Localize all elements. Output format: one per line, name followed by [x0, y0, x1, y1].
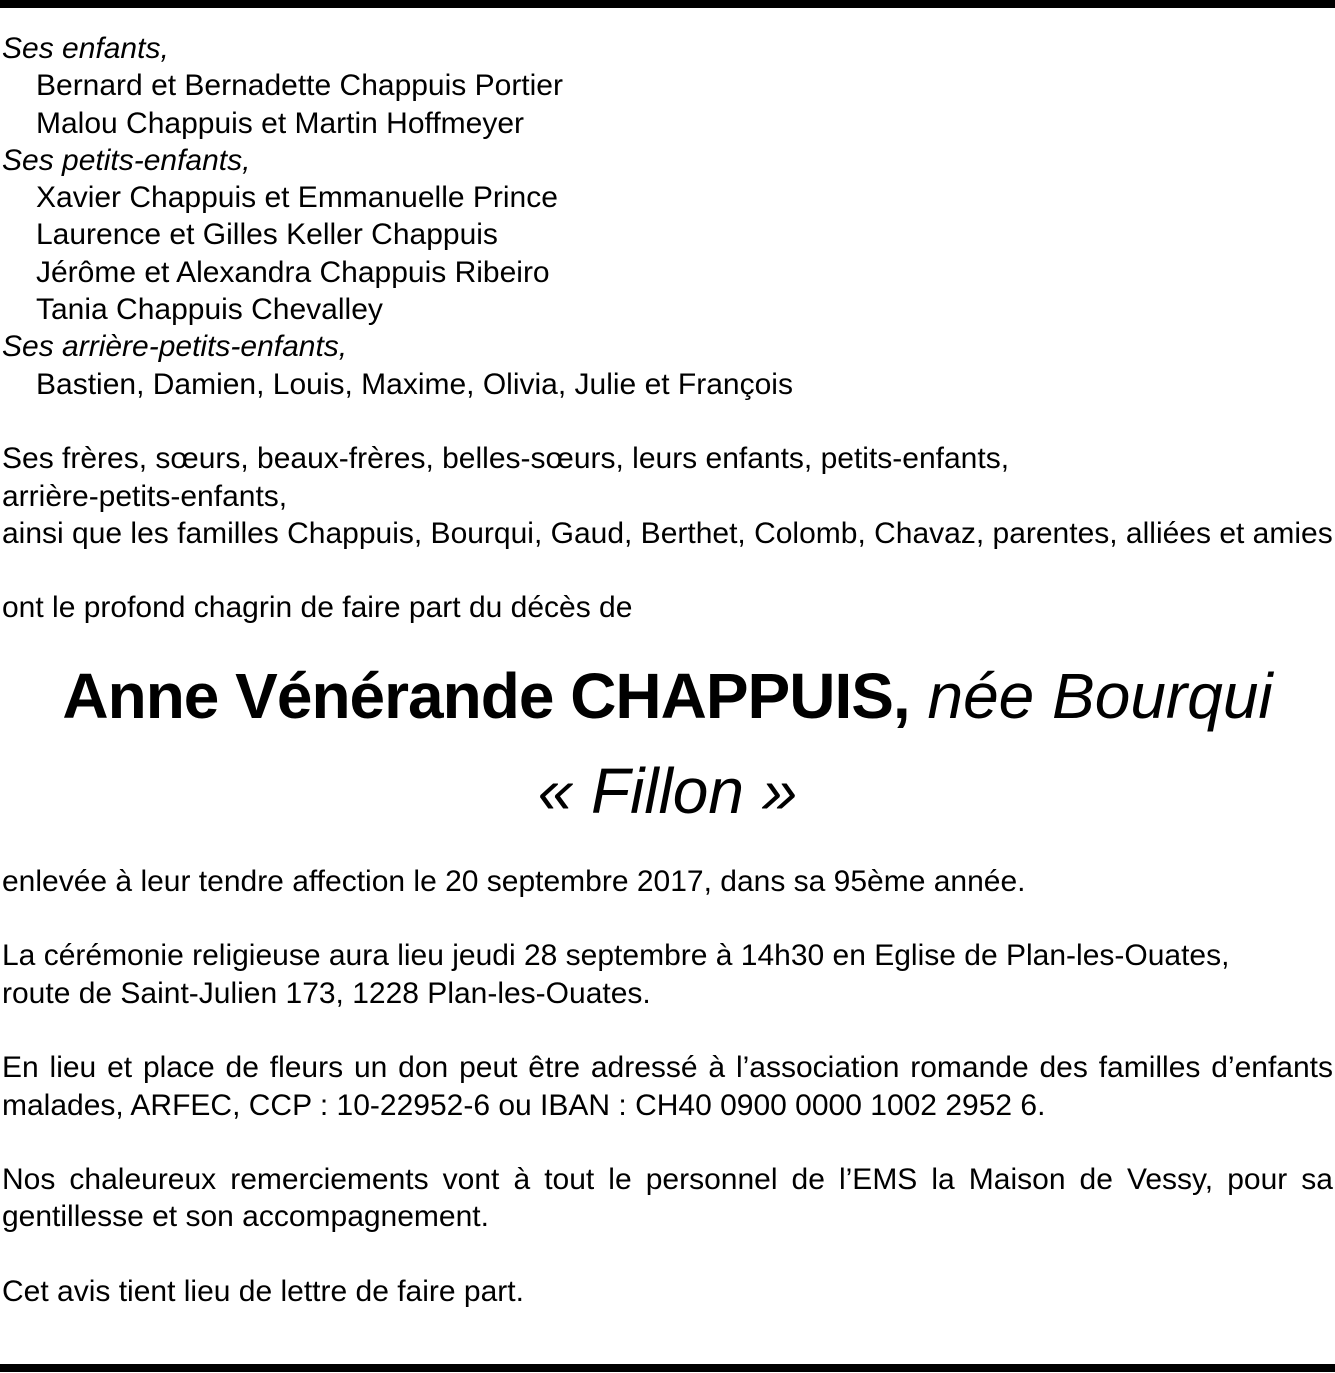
deceased-name-line [2, 649, 1333, 744]
deceased-name-block [2, 649, 1333, 839]
grandchild-entry: Laurence et Gilles Keller Chappuis [36, 218, 498, 252]
grandchildren-heading: Ses petits-enfants, [2, 143, 251, 177]
thanks-text: Nos chaleureux remerciements vont à tout le personnel de l’EMS la Maison de Vessy, pour sa gentillesse et son accompagnement. [2, 1163, 1333, 1234]
announcement-text: ont le profond chagrin de faire part du décès de [2, 591, 633, 625]
grandchild-entry: Tania Chappuis Chevalley [36, 293, 383, 327]
passing-text: enlevée à leur tendre affection le 20 septembre 2017, dans sa 95ème année. [2, 864, 1026, 898]
children-heading: Ses enfants, [2, 32, 169, 65]
siblings-line: Ses frères, sœurs, beaux-frères, belles-sœurs, leurs enfants, petits-enfants, [2, 442, 1010, 476]
siblings-line-continued: arrière-petits-enfants, [2, 479, 288, 513]
families-text: ainsi que les familles Chappuis, Bourqui, Gaud, Berthet, Colomb, Chavaz, parentes, alliées et amies [2, 516, 1333, 550]
deceased-maiden-name: née Bourqui [927, 659, 1273, 732]
closing-text: Cet avis tient lieu de lettre de faire part. [2, 1275, 524, 1309]
great-grandchildren-list: Bastien, Damien, Louis, Maxime, Olivia, Julie et François [36, 367, 793, 401]
child-entry: Bernard et Bernadette Chappuis Portier [36, 69, 563, 103]
obituary-notice [0, 30, 1335, 1310]
great-grandchildren-heading: Ses arrière-petits-enfants, [2, 330, 348, 364]
deceased-name: Anne Vénérande CHAPPUIS, [62, 659, 910, 732]
bottom-rule [0, 1364, 1335, 1372]
grandchild-entry: Jérôme et Alexandra Chappuis Ribeiro [36, 255, 550, 289]
grandchild-entry: Xavier Chappuis et Emmanuelle Prince [36, 181, 558, 215]
child-entry: Malou Chappuis et Martin Hoffmeyer [36, 106, 524, 140]
donation-text: En lieu et place de fleurs un don peut être adressé à l’association romande des familles d’enfants malades, ARFEC, CCP : 10-22952-6 ou IBAN : CH40 0900 0000 1002 2952 6. [2, 1051, 1333, 1122]
ceremony-address: route de Saint-Julien 173, 1228 Plan-les-Ouates. [2, 976, 651, 1010]
deceased-nickname: « Fillon » [537, 754, 798, 827]
top-rule [0, 0, 1335, 8]
ceremony-text: La cérémonie religieuse aura lieu jeudi 28 septembre à 14h30 en Eglise de Plan-les-Ouates, [2, 939, 1230, 973]
